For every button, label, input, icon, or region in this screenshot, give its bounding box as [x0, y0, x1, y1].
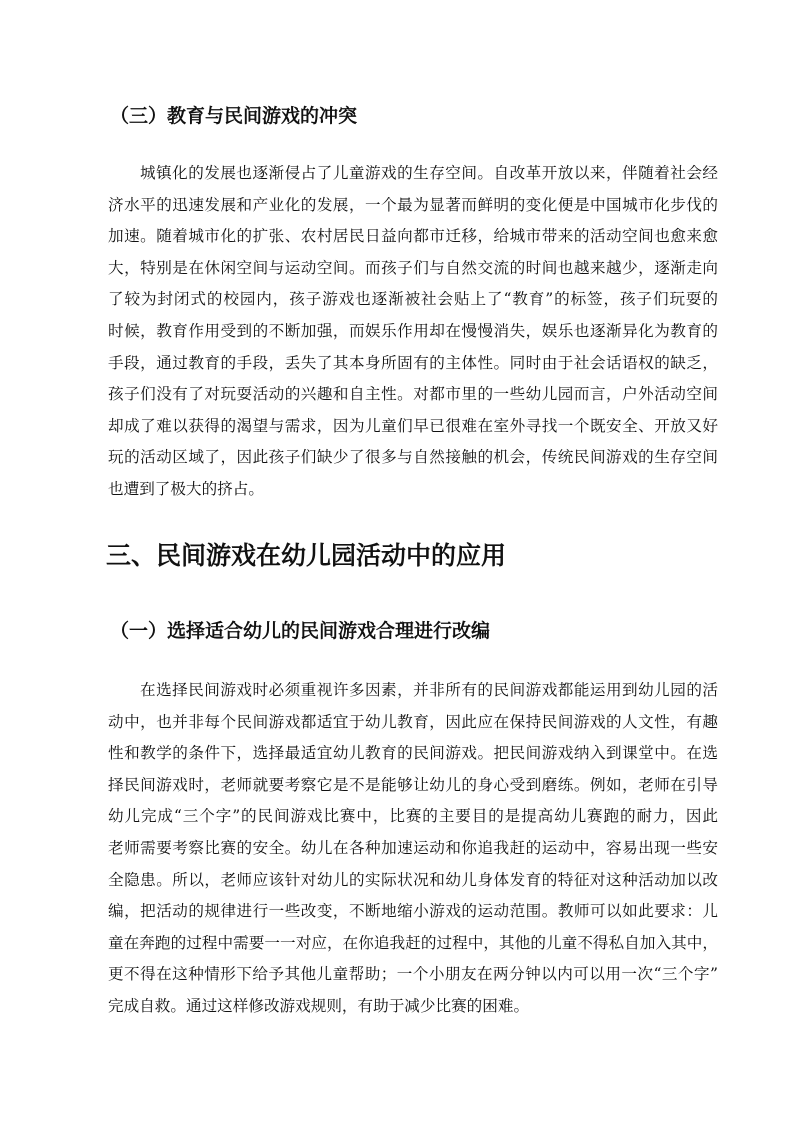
paragraph-line: 更不得在这种情形下给予其他儿童帮助；一个小朋友在两分钟以内可以用一次“三个字” — [108, 965, 718, 984]
paragraph-line: 玩的活动区域了，因此孩子们缺少了很多与自然接触的机会，传统民间游戏的生存空间 — [108, 448, 718, 467]
paragraph-line: 性和教学的条件下，选择最适宜幼儿教育的民间游戏。把民间游戏纳入到课堂中。在选 — [108, 744, 718, 763]
paragraph-line: 全隐患。所以，老师应该针对幼儿的实际状况和幼儿身体发育的特征对这种活动加以改 — [108, 870, 718, 889]
paragraph-line: 济水平的迅速发展和产业化的发展，一个最为显著而鲜明的变化便是中国城市化步伐的 — [108, 195, 718, 214]
paragraph-line: 手段，通过教育的手段，丢失了其本身所固有的主体性。同时由于社会话语权的缺乏， — [108, 353, 718, 372]
paragraph-line: 时候，教育作用受到的不断加强，而娱乐作用却在慢慢消失，娱乐也逐渐异化为教育的 — [108, 321, 718, 340]
chapter-heading-application: 三、民间游戏在幼儿园活动中的应用 — [106, 541, 507, 570]
paragraph-line: 孩子们没有了对玩耍活动的兴趣和自主性。对都市里的一些幼儿园而言，户外活动空间 — [108, 385, 718, 404]
paragraph-line: 加速。随着城市化的扩张、农村居民日益向都市迁移，给城市带来的活动空间也愈来愈 — [108, 227, 718, 246]
section-heading-select-games: （一）选择适合幼儿的民间游戏合理进行改编 — [110, 620, 491, 642]
paragraph-line: 动中，也并非每个民间游戏都适宜于幼儿教育，因此应在保持民间游戏的人文性，有趣 — [108, 712, 718, 731]
paragraph-line: 择民间游戏时，老师就要考察它是不是能够让幼儿的身心受到磨练。例如，老师在引导 — [108, 775, 718, 794]
paragraph-line: 大，特别是在休闲空间与运动空间。而孩子们与自然交流的时间也越来越少，逐渐走向 — [108, 258, 718, 277]
section-heading-education-conflict: （三）教育与民间游戏的冲突 — [110, 105, 358, 127]
paragraph-line: 也遭到了极大的挤占。 — [108, 479, 264, 498]
paragraph-select-games — [108, 675, 718, 1023]
paragraph-line: 却成了难以获得的渴望与需求，因为儿童们早已很难在室外寻找一个既安全、开放又好 — [108, 416, 718, 435]
paragraph-urbanization — [108, 158, 718, 506]
paragraph-line: 城镇化的发展也逐渐侵占了儿童游戏的生存空间。自改革开放以来，伴随着社会经 — [140, 164, 718, 182]
paragraph-line: 幼儿完成“三个字”的民间游戏比赛中，比赛的主要目的是提高幼儿赛跑的耐力，因此 — [108, 807, 718, 826]
paragraph-line: 童在奔跑的过程中需要一一对应，在你追我赶的过程中，其他的儿童不得私自加入其中， — [108, 933, 718, 952]
paragraph-line: 编，把活动的规律进行一些改变，不断地缩小游戏的运动范围。教师可以如此要求：儿 — [108, 902, 718, 921]
paragraph-line: 完成自救。通过这样修改游戏规则，有助于减少比赛的困难。 — [108, 996, 530, 1015]
paragraph-line: 在选择民间游戏时必须重视许多因素，并非所有的民间游戏都能运用到幼儿园的活 — [140, 681, 718, 699]
paragraph-line: 老师需要考察比赛的安全。幼儿在各种加速运动和你追我赶的运动中，容易出现一些安 — [108, 838, 718, 857]
paragraph-line: 了较为封闭式的校园内，孩子游戏也逐渐被社会贴上了“教育”的标签，孩子们玩耍的 — [108, 290, 718, 309]
